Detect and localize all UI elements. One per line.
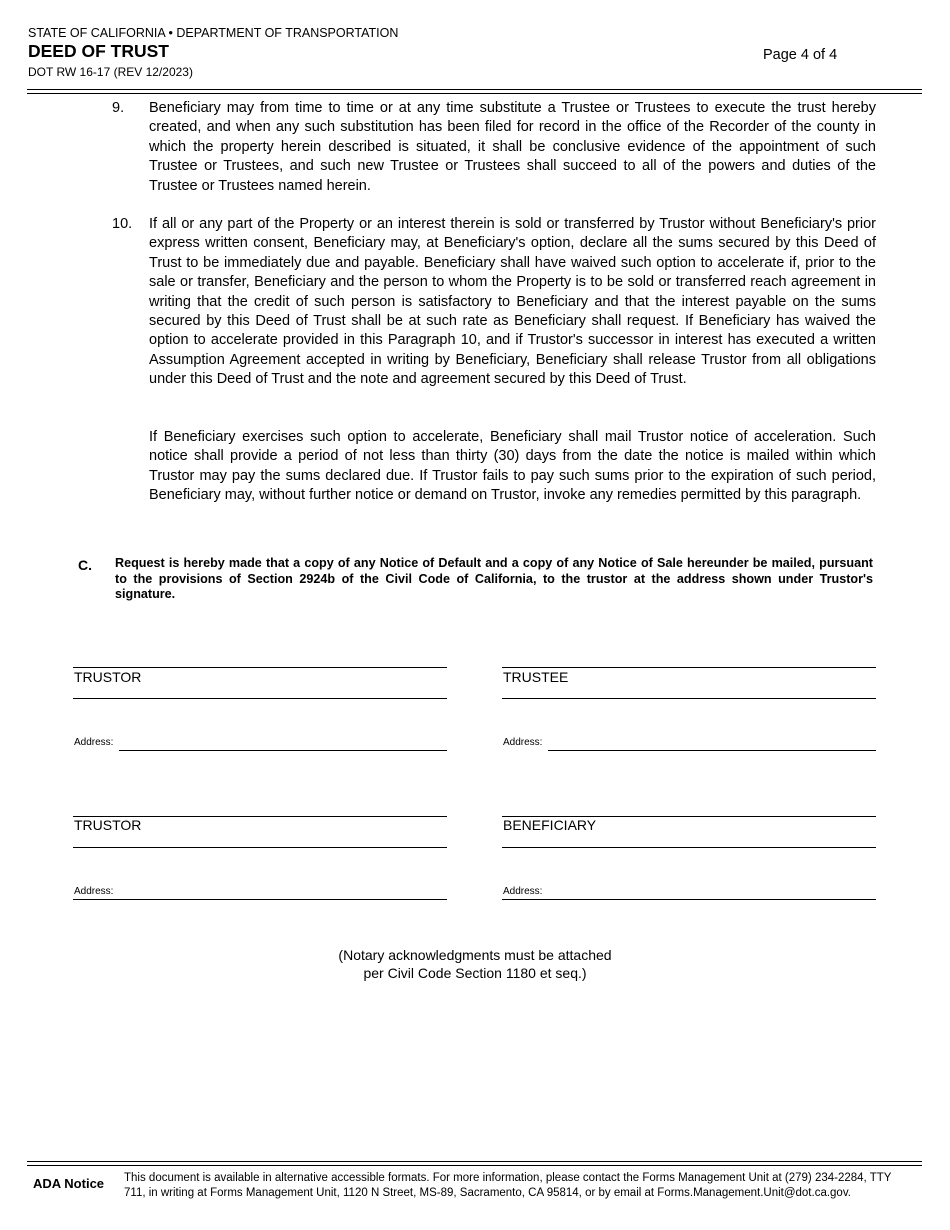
paragraph-10 [112,215,876,390]
notary-note [0,946,950,982]
section-c-label: C. [78,557,92,573]
paragraph-number: 10. [112,216,133,232]
beneficiary-label: BENEFICIARY [503,817,597,833]
address-label: Address: [74,886,114,897]
header-divider [27,89,922,90]
document-title: DEED OF TRUST [28,41,169,61]
page-number: Page 4 of 4 [763,47,838,63]
name-line[interactable] [502,847,876,848]
trustor-label: TRUSTOR [74,669,142,685]
section-c-text: Request is hereby made that a copy of any Notice of Default and a copy of any Notice of Sale hereunder be mailed, pursuant to the provisions of Section 2924b of the Civil Code of California, to the trustor at the address shown under Trustor's signature. [115,556,873,602]
ada-notice-label: ADA Notice [33,1176,105,1191]
notary-line-2: per Civil Code Section 1180 et seq.) [363,965,587,981]
trustee-label: TRUSTEE [503,669,569,685]
form-number: DOT RW 16-17 (REV 12/2023) [28,65,193,79]
address-line[interactable] [548,750,876,751]
address-line[interactable] [502,899,876,900]
agency-name: STATE OF CALIFORNIA • DEPARTMENT OF TRANSPORTATION [28,26,399,40]
name-line[interactable] [502,698,876,699]
address-label: Address: [74,737,114,748]
paragraph-10-continued: If Beneficiary exercises such option to accelerate, Beneficiary shall mail Trustor notice of acceleration. Such notice shall provide a period of not less than thirty (30) days from the date the notice is mailed within which Trustor may pay the sums declared due. If Trustor fails to pay such sums prior to the expiration of such period, Beneficiary may, without further notice or demand on Trustor, invoke any remedies permitted by this paragraph. [149,429,876,504]
paragraph-number: 9. [112,100,125,116]
address-line[interactable] [73,899,447,900]
notary-line-1: (Notary acknowledgments must be attached [338,947,612,963]
paragraph-text: Beneficiary may from time to time or at any time substitute a Trustee or Trustees to execute the trust hereby created, and when any such substitution has been filed for record in the office of the Recorder of the county in which the property herein described is situated, it shall be conclusive evidence of the appointment of such Trustee or Trustees, and such new Trustee or Trustees shall succeed to all of the powers and duties of the Trustee or Trustees named herein. [149,100,876,194]
footer-divider [27,1161,922,1162]
name-line[interactable] [73,698,447,699]
address-line[interactable] [119,750,447,751]
paragraph-9 [112,99,876,196]
paragraph-text: If all or any part of the Property or an interest therein is sold or transferred by Trustor without Beneficiary's prior express written consent, Beneficiary may, at Beneficiary's option, declare all the sums secured by this Deed of Trust to be immediately due and payable. Beneficiary shall have waived such option to accelerate if, prior to the sale or transfer, Beneficiary and the person to whom the Property is to be sold or transferred reach agreement in writing that the credit of such person is satisfactory to Beneficiary and that the interest payable on the sums secured by this Deed of Trust shall be at such rate as Beneficiary shall request. If Beneficiary has waived the option to accelerate provided in this Paragraph 10, and if Trustor's successor in interest has executed a written Assumption Agreement accepted in writing by Beneficiary, Beneficiary shall release Trustor from all obligations under this Deed of Trust and the note and agreement secured by this Deed of Trust. [149,216,876,388]
signature-line[interactable] [502,667,876,668]
footer-divider [27,1165,922,1166]
ada-notice-text: This document is available in alternative accessible formats. For more information, please contact the Forms Management Unit at (279) 234-2284, TTY 711, in writing at Forms Management Unit, 1120 N Street, MS-89, Sacramento, CA 95814, or by email at Forms.Management.Unit@dot.ca.gov. [124,1172,892,1200]
signature-line[interactable] [73,667,447,668]
address-label: Address: [503,737,543,748]
trustor-label: TRUSTOR [74,817,142,833]
name-line[interactable] [73,847,447,848]
header-divider [27,93,922,94]
address-label: Address: [503,886,543,897]
